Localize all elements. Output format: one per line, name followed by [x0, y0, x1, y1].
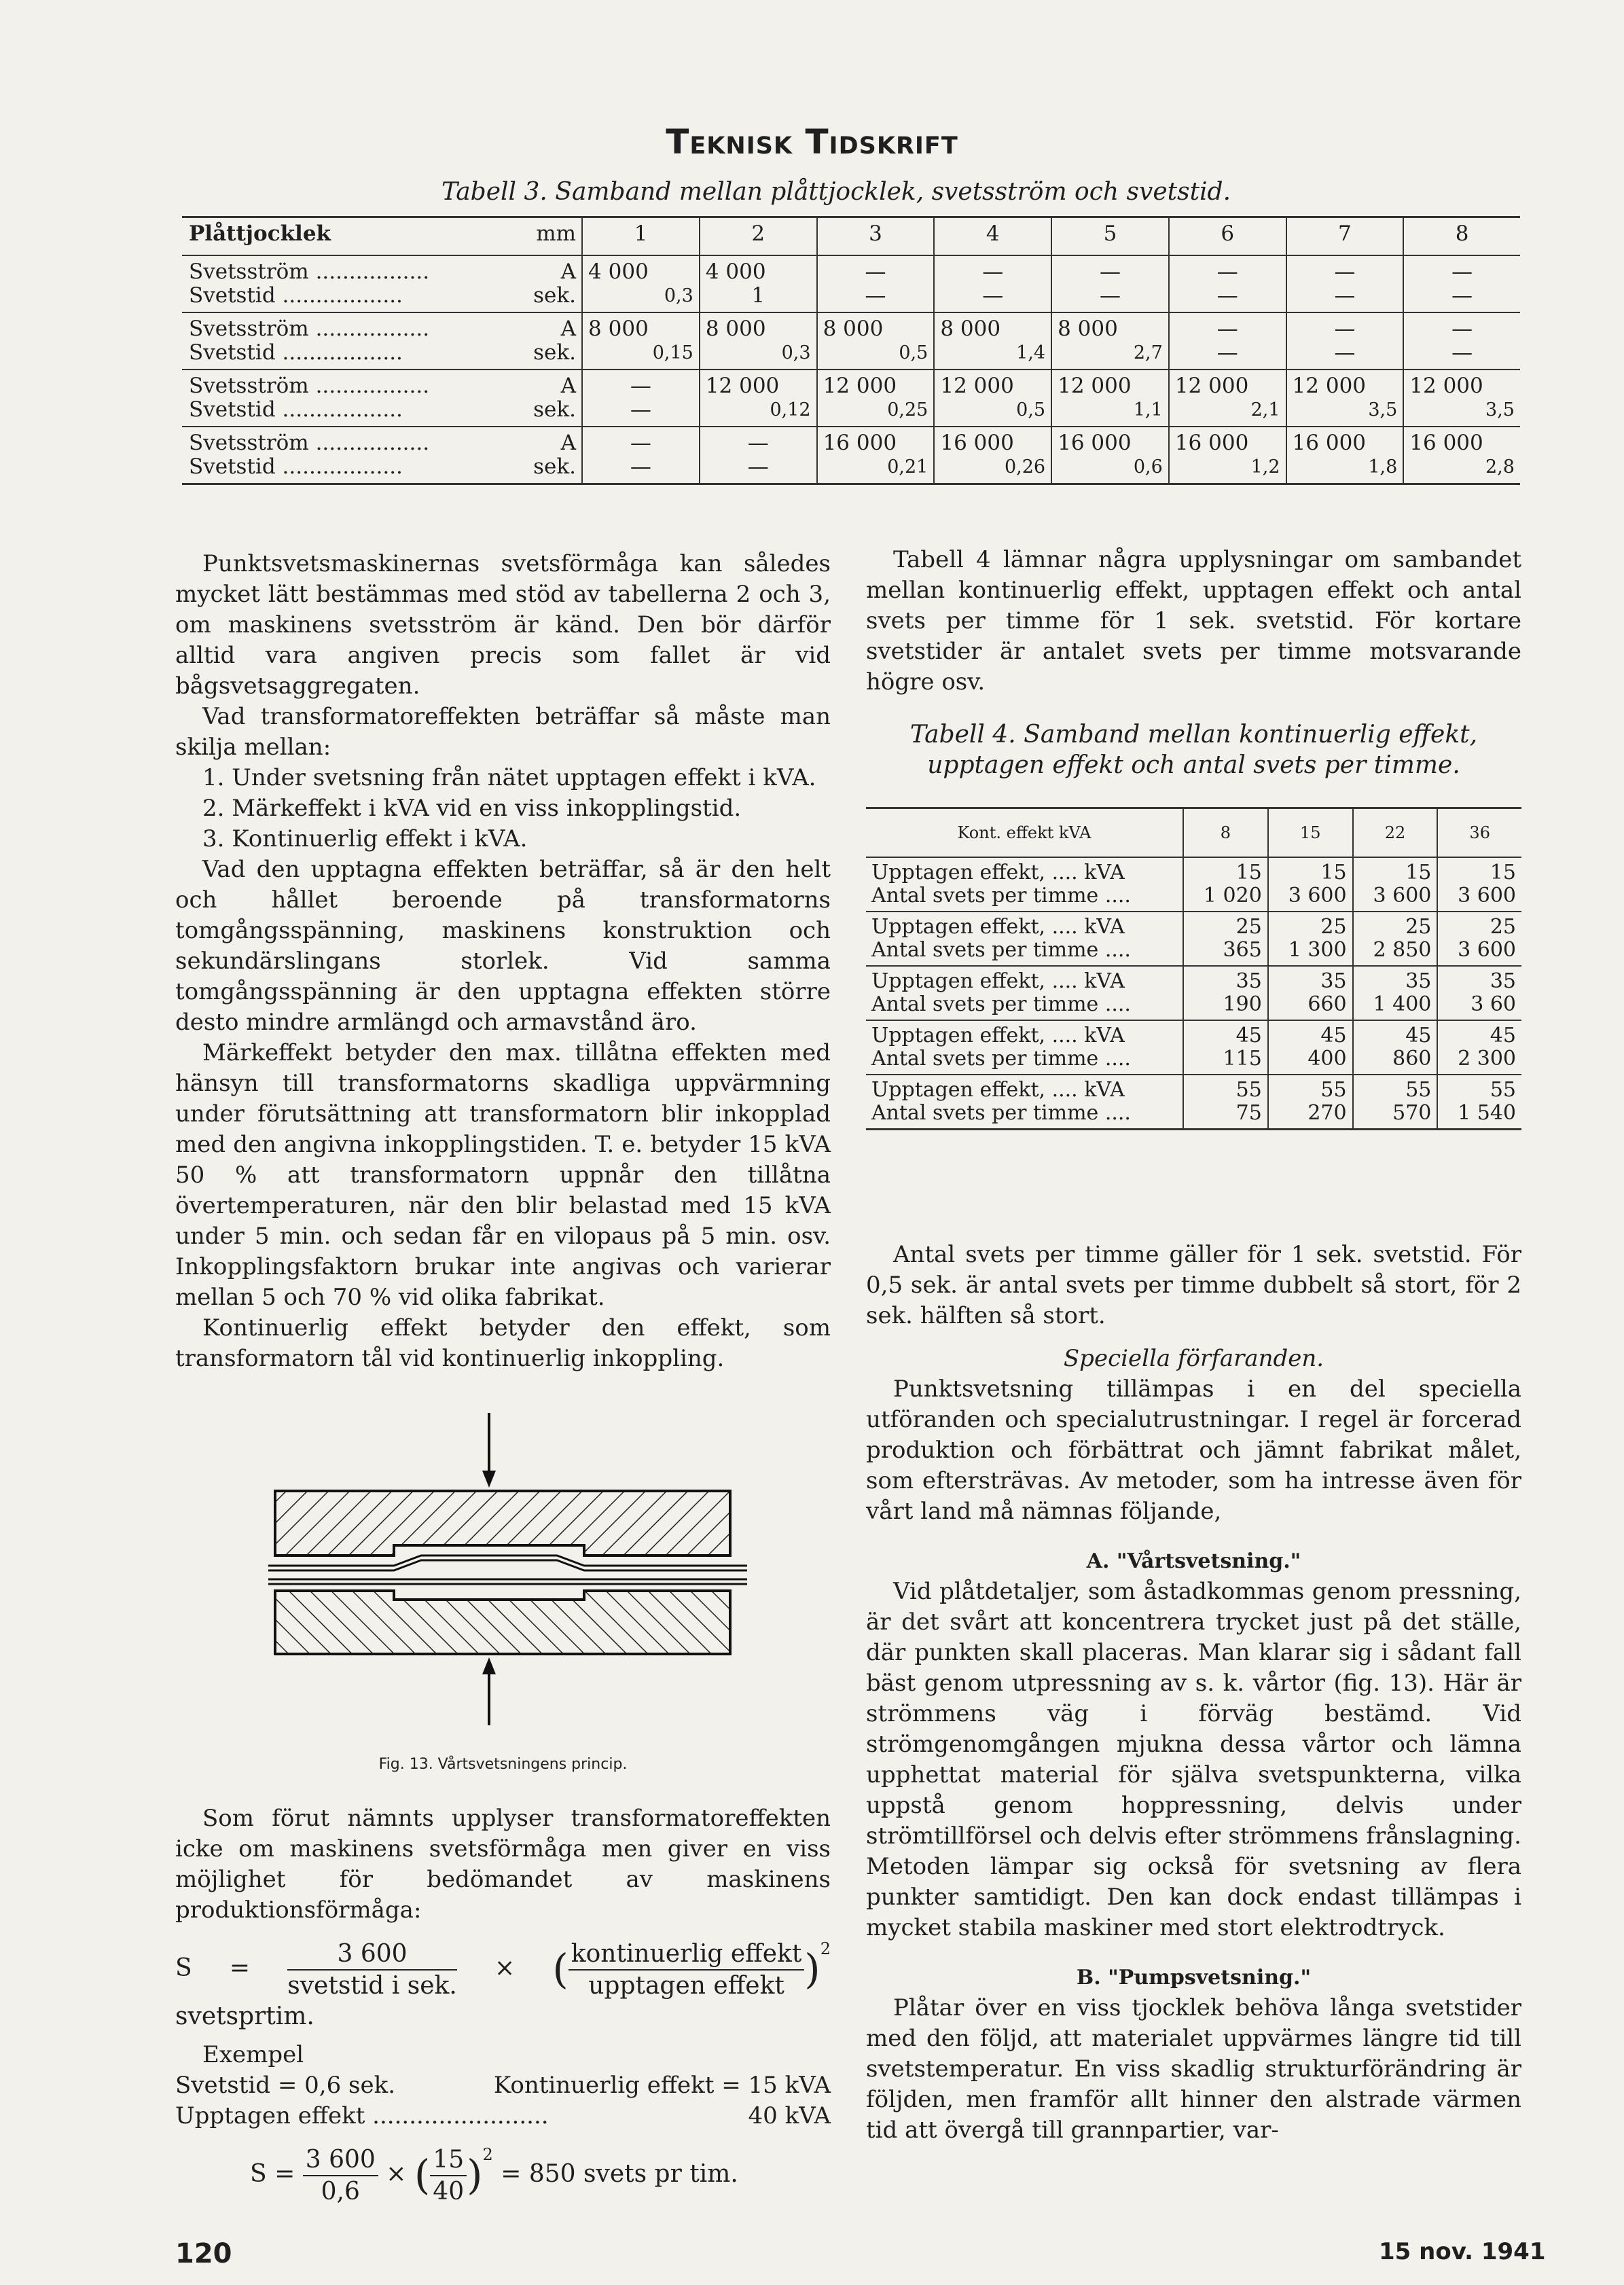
current-value: 12 000 [823, 374, 897, 398]
table3-col: 8 [1403, 217, 1520, 256]
list-item: 3. Kontinuerlig effekt i kVA. [202, 825, 528, 852]
value: 35 [1320, 969, 1347, 993]
value: 400 [1307, 1047, 1347, 1070]
time-value: — [865, 283, 886, 308]
value: 45 [1235, 1024, 1262, 1047]
time-value: 1,1 [1133, 399, 1163, 420]
label-upptagen: Upptagen effekt, .... kVA [871, 915, 1125, 939]
example-formula [250, 2140, 831, 2207]
time-value: 0,5 [899, 342, 928, 363]
paragraph: Punktsvetsmaskinernas svetsförmåga kan således mycket lätt bestämmas med stöd av tabellerna 2 och 3, om maskinens svetsström är känd. Den bör därför alltid vara angiven precis som fallet är vid bågsvetsaggregaten. [175, 550, 831, 700]
value: 55 [1320, 1078, 1347, 1102]
section-heading: Speciella förfaranden. [1063, 1345, 1324, 1372]
value: 35 [1405, 969, 1432, 993]
time-value: — [1451, 340, 1473, 365]
label-antal: Antal svets per timme .... [871, 884, 1131, 907]
time-value: 3,5 [1485, 399, 1515, 420]
table4-col: 8 [1183, 808, 1268, 858]
current-value: 12 000 [1409, 374, 1483, 398]
table3-col: 7 [1286, 217, 1404, 256]
table4-col: 15 [1268, 808, 1353, 858]
right-column-lower [866, 1240, 1521, 2146]
ex-den2: 40 [433, 2178, 465, 2206]
paragraph: Plåtar över en viss tjocklek behöva långa svetstider med den följd, att materialet uppvärmes längre tid till svetstemperatur. En viss skadlig strukturförändring är följden, men framför allt hinner den alstrade värmen tid att övergå till grannpartier, var- [866, 1994, 1521, 2144]
formula-times: × [386, 2160, 407, 2188]
value: 25 [1320, 915, 1347, 939]
table3-col: 1 [582, 217, 700, 256]
table3-caption: Tabell 3. Samband mellan plåttjocklek, svetsström och svetstid. [441, 178, 1231, 206]
table3-head-cell [182, 217, 582, 256]
section-heading: A. "Vårtsvetsning." [1086, 1549, 1301, 1573]
time-value: — [1334, 340, 1356, 365]
current-value: — [1334, 259, 1356, 284]
current-label: Svetsström [189, 431, 309, 455]
time-value: 2,1 [1250, 399, 1280, 420]
value: 35 [1235, 969, 1262, 993]
example-heading: Exempel [202, 2041, 304, 2068]
paragraph: Kontinuerlig effekt betyder den effekt, som transformatorn tål vid kontinuerlig inkoppling. [175, 1314, 831, 1372]
lower-electrode [275, 1591, 730, 1654]
current-value: — [747, 431, 769, 455]
time-value: — [630, 454, 651, 479]
paren-left: ( [552, 1945, 569, 1994]
table4-row-label [866, 1020, 1183, 1075]
formula-s: S = [175, 1954, 251, 1982]
paragraph: Som förut nämnts upplyser transformatoreffekten icke om maskinens svetsförmåga men giver en viss möjlighet för bedömandet av maskinens produktionsförmåga: [175, 1805, 831, 1924]
time-value: 1,4 [1016, 342, 1046, 363]
table4-row-label [866, 912, 1183, 966]
value: 3 60 [1470, 992, 1516, 1016]
current-value: — [1099, 259, 1121, 284]
formula-times: × [494, 1954, 516, 1982]
value: 75 [1235, 1101, 1262, 1125]
value: 3 600 [1288, 884, 1347, 907]
list-item: 2. Märkeffekt i kVA vid en viss inkopplingstid. [202, 795, 742, 822]
value: 15 [1235, 861, 1262, 884]
ex-num2: 15 [430, 2144, 467, 2176]
label-upptagen: Upptagen effekt, .... kVA [871, 1024, 1125, 1047]
current-unit: A [560, 374, 577, 398]
time-value: — [982, 283, 1004, 308]
value: 55 [1490, 1078, 1516, 1102]
value: 365 [1223, 938, 1262, 962]
current-value: — [630, 431, 651, 455]
value: 2 850 [1373, 938, 1432, 962]
current-value: 8 000 [1058, 317, 1118, 341]
current-value: 12 000 [705, 374, 780, 398]
table3-col: 3 [817, 217, 935, 256]
time-value: 0,3 [664, 285, 693, 306]
paragraph: Vad transformatoreffekten beträffar så måste man skilja mellan: [175, 703, 831, 761]
formula-num: 3 600 [287, 1939, 457, 1971]
time-value: 3,5 [1368, 399, 1398, 420]
figure-caption: Fig. 13. Vårtsvetsningens princip. [378, 1756, 628, 1773]
paragraph: Märkeffekt betyder den max. tillåtna effekten med hänsyn till transformatorns skadliga uppvärmning under förutsättning att transformatorn blir inkopplad med den angivna inkopplingstiden. T. e. betyder 15 kVA 50 % att transformatorn uppnår den tillåtna övertemperaturen, när den blir belastad med 15 kVA under 5 min. och sedan får en vilopaus på 5 min. osv. Inkopplingsfaktorn brukar inte angivas och varierar mellan 5 och 70 % vid olika fabrikat. [175, 1039, 831, 1311]
value: 1 300 [1288, 938, 1347, 962]
ex-fraction [303, 2144, 378, 2207]
table3-header-row [182, 217, 1520, 256]
left-column [175, 549, 831, 1374]
value: 1 020 [1203, 884, 1262, 907]
formula-unit: svetsprtim. [175, 2002, 314, 2030]
value: 45 [1320, 1024, 1347, 1047]
current-value: 12 000 [1174, 374, 1249, 398]
current-value: 16 000 [940, 431, 1014, 455]
current-value: — [1451, 317, 1473, 341]
current-value: 16 000 [1409, 431, 1483, 455]
table4-header-row [866, 808, 1521, 858]
formula-den: svetstid i sek. [287, 1972, 457, 2000]
paragraph: Punktsvetsning tillämpas i en del speciella utföranden och specialutrustningar. I regel är forcerad produktion och förbättrat och jämnt fabrikat målet, som eftersträvas. Av metoder, som ha intresse även för vårt land må nämnas följande, [866, 1375, 1521, 1525]
time-value: 0,6 [1133, 456, 1163, 478]
current-value: — [1216, 259, 1238, 284]
paren-right: ) [804, 1945, 820, 1994]
paragraph: Antal svets per timme gäller för 1 sek. svetstid. För 0,5 sek. är antal svets per timme dubbelt så stort, för 2 sek. hälften så stort. [866, 1241, 1521, 1329]
current-value: 16 000 [1292, 431, 1367, 455]
value: 860 [1392, 1047, 1432, 1070]
current-value: 8 000 [705, 317, 766, 341]
label-antal: Antal svets per timme .... [871, 938, 1131, 962]
current-label: Svetsström [189, 259, 309, 284]
current-value: — [1451, 259, 1473, 284]
table3-col: 4 [934, 217, 1051, 256]
ex1a: Svetstid = 0,6 sek. [175, 2072, 395, 2099]
time-value: 0,3 [781, 342, 811, 363]
time-value: 0,26 [1004, 456, 1046, 478]
label-upptagen: Upptagen effekt, .... kVA [871, 969, 1125, 993]
value: 25 [1235, 915, 1262, 939]
current-value: — [865, 259, 886, 284]
current-unit: A [560, 259, 577, 284]
table3-row-label: Svetsström ................. A Svetstid .................. sek. [189, 317, 577, 365]
current-value: 4 000 [705, 259, 766, 284]
example-line [175, 2101, 831, 2131]
ex-fraction2 [430, 2144, 467, 2207]
time-value: 2,8 [1485, 456, 1515, 478]
time-value: 1,8 [1368, 456, 1398, 478]
formula-fraction [287, 1939, 457, 2001]
formula-den2: upptagen effekt [588, 1972, 784, 2000]
time-unit: sek. [533, 283, 577, 308]
value: 45 [1490, 1024, 1516, 1047]
paren-left: ( [414, 2151, 431, 2199]
current-value: 8 000 [588, 317, 649, 341]
time-unit: sek. [533, 454, 577, 479]
current-value: 12 000 [1292, 374, 1367, 398]
time-value: 0,25 [887, 399, 928, 420]
table3-col: 2 [700, 217, 817, 256]
current-value: 8 000 [823, 317, 884, 341]
time-value: — [747, 454, 769, 479]
current-value: 16 000 [823, 431, 897, 455]
value: 15 [1490, 861, 1516, 884]
value: 2 300 [1458, 1047, 1516, 1070]
formula [175, 1934, 831, 2032]
left-column-lower [175, 1803, 831, 2207]
time-value: — [1334, 283, 1356, 308]
table4-row-label [866, 1075, 1183, 1130]
paragraph: Vid plåtdetaljer, som åstadkommas genom pressning, är det svårt att koncentrera trycket just på det ställe, där punkten skall placeras. Man klarar sig i sådant fall bäst genom utpressning av s. k. vårtor (fig. 13). Här är strömmens väg i förväg bestämd. Vid strömgenomgången mjukna dessa vårtor och lämna upphettat material för själva svetspunkterna, vilka uppstå genom hoppressning, delvis under strömtillförsel och delvis efter strömmens frånslagning. Metoden lämpar sig också för svetsning av flera punkter samtidigt. Den kan dock endast tillämpas i mycket stabila maskiner med stort elektrodtryck. [866, 1578, 1521, 1941]
time-value: — [630, 397, 651, 422]
section-heading: B. "Pumpsvetsning." [1076, 1966, 1312, 1990]
current-unit: A [560, 431, 577, 455]
time-value: 1,2 [1250, 456, 1280, 478]
paragraph: Vad den upptagna effekten beträffar, så är den helt och hållet beroende på transformatorns tomgångsspänning, maskinens konstruktion och sekundärslingans storlek. Vid samma tomgångsspänning är den upptagna effekten större desto mindre armlängd och armavstånd äro. [175, 856, 831, 1036]
table4-row-label [866, 857, 1183, 912]
formula-exp: 2 [482, 2145, 493, 2164]
current-value: 12 000 [940, 374, 1014, 398]
time-unit: sek. [533, 340, 577, 365]
formula-num2: kontinuerlig effekt [569, 1939, 805, 1971]
formula-fraction2 [569, 1939, 805, 2001]
time-label: Svetstid [189, 397, 276, 422]
current-value: 12 000 [1058, 374, 1132, 398]
list-item: 1. Under svetsning från nätet upptagen effekt i kVA. [202, 764, 816, 791]
table4-row [866, 1075, 1521, 1130]
issue-date: 15 nov. 1941 [1379, 2238, 1546, 2265]
page-number: 120 [175, 2238, 232, 2269]
label-antal: Antal svets per timme .... [871, 1101, 1131, 1125]
journal-title: Teknisk Tidskrift [666, 122, 958, 162]
table4-caption: Tabell 4. Samband mellan kontinuerlig effekt, upptagen effekt och antal svets per timme. [909, 721, 1478, 779]
current-unit: A [560, 317, 577, 341]
label-upptagen: Upptagen effekt, .... kVA [871, 861, 1125, 884]
value: 55 [1235, 1078, 1262, 1102]
current-label: Svetsström [189, 317, 309, 341]
value: 570 [1392, 1101, 1432, 1125]
paragraph: Tabell 4 lämnar några upplysningar om sambandet mellan kontinuerlig effekt, upptagen effekt och antal svets per timme för 1 sek. svetstid. För kortare svetstider är antalet svets per timme motsvarande högre osv. [866, 546, 1521, 696]
table3-col: 5 [1051, 217, 1169, 256]
ex-num: 3 600 [303, 2144, 378, 2176]
time-unit: sek. [533, 397, 577, 422]
table3-head-unit: mm [536, 221, 577, 246]
ex2a: Upptagen effekt ........................ [175, 2102, 549, 2129]
value: 1 540 [1458, 1101, 1516, 1125]
label-antal: Antal svets per timme .... [871, 1047, 1131, 1070]
current-value: 16 000 [1174, 431, 1249, 455]
value: 45 [1405, 1024, 1432, 1047]
time-value: 0,5 [1016, 399, 1046, 420]
table3-row-label: Svetsström ................. A Svetstid .................. sek. [189, 259, 577, 308]
table3-row-label: Svetsström ................. A Svetstid .................. sek. [189, 374, 577, 422]
time-value: 0,15 [652, 342, 693, 363]
right-column [866, 545, 1521, 780]
upper-electrode [275, 1491, 730, 1555]
value: 25 [1405, 915, 1432, 939]
table3-head-label: Plåttjocklek [189, 221, 331, 246]
table4-col: 36 [1437, 808, 1521, 858]
table4-row [866, 912, 1521, 966]
current-value: — [1334, 317, 1356, 341]
table3 [182, 216, 1520, 485]
current-value: — [982, 259, 1004, 284]
table4-row-label [866, 966, 1183, 1020]
value: 55 [1405, 1078, 1432, 1102]
paren-right: ) [467, 2151, 483, 2199]
time-value: 0,12 [770, 399, 811, 420]
time-label: Svetstid [189, 454, 276, 479]
value: 190 [1223, 992, 1262, 1016]
time-label: Svetstid [189, 340, 276, 365]
ex2b: 40 kVA [748, 2102, 831, 2129]
table4-col: 22 [1353, 808, 1438, 858]
current-value: 8 000 [940, 317, 1001, 341]
value: 3 600 [1458, 938, 1516, 962]
ex1b: Kontinuerlig effekt = 15 kVA [493, 2072, 831, 2099]
table4 [866, 807, 1521, 1130]
value: 115 [1223, 1047, 1262, 1070]
value: 15 [1405, 861, 1432, 884]
time-value: 1 [751, 283, 765, 308]
time-label: Svetstid [189, 283, 276, 308]
value: 3 600 [1458, 884, 1516, 907]
table3-row [182, 370, 1520, 427]
table3-row [182, 255, 1520, 312]
table3-row-label: Svetsström ................. A Svetstid .................. sek. [189, 431, 577, 479]
value: 270 [1307, 1101, 1347, 1125]
label-antal: Antal svets per timme .... [871, 992, 1131, 1016]
table3-row [182, 312, 1520, 370]
current-value: — [1216, 317, 1238, 341]
current-value: — [630, 374, 651, 398]
ex-den: 0,6 [321, 2178, 360, 2206]
value: 3 600 [1373, 884, 1432, 907]
value: 15 [1320, 861, 1347, 884]
time-value: — [1216, 340, 1238, 365]
time-value: 2,7 [1133, 342, 1163, 363]
weld-figure [258, 1413, 761, 1725]
time-value: — [1451, 283, 1473, 308]
table4-row [866, 857, 1521, 912]
formula-exp: 2 [820, 1939, 831, 1958]
label-upptagen: Upptagen effekt, .... kVA [871, 1078, 1125, 1102]
time-value: — [1099, 283, 1121, 308]
table4-row [866, 966, 1521, 1020]
table4-row [866, 1020, 1521, 1075]
current-value: 4 000 [588, 259, 649, 284]
table3-col: 6 [1169, 217, 1286, 256]
formula-s: S = [250, 2160, 295, 2188]
value: 25 [1490, 915, 1516, 939]
time-value: — [1216, 283, 1238, 308]
current-label: Svetsström [189, 374, 309, 398]
table4-head: Kont. effekt kVA [957, 823, 1091, 842]
value: 660 [1307, 992, 1347, 1016]
value: 35 [1490, 969, 1516, 993]
value: 1 400 [1373, 992, 1432, 1016]
table3-row [182, 427, 1520, 484]
example-line [175, 2070, 831, 2101]
ex-result: = 850 svets pr tim. [501, 2160, 738, 2188]
current-value: 16 000 [1058, 431, 1132, 455]
time-value: 0,21 [887, 456, 928, 478]
